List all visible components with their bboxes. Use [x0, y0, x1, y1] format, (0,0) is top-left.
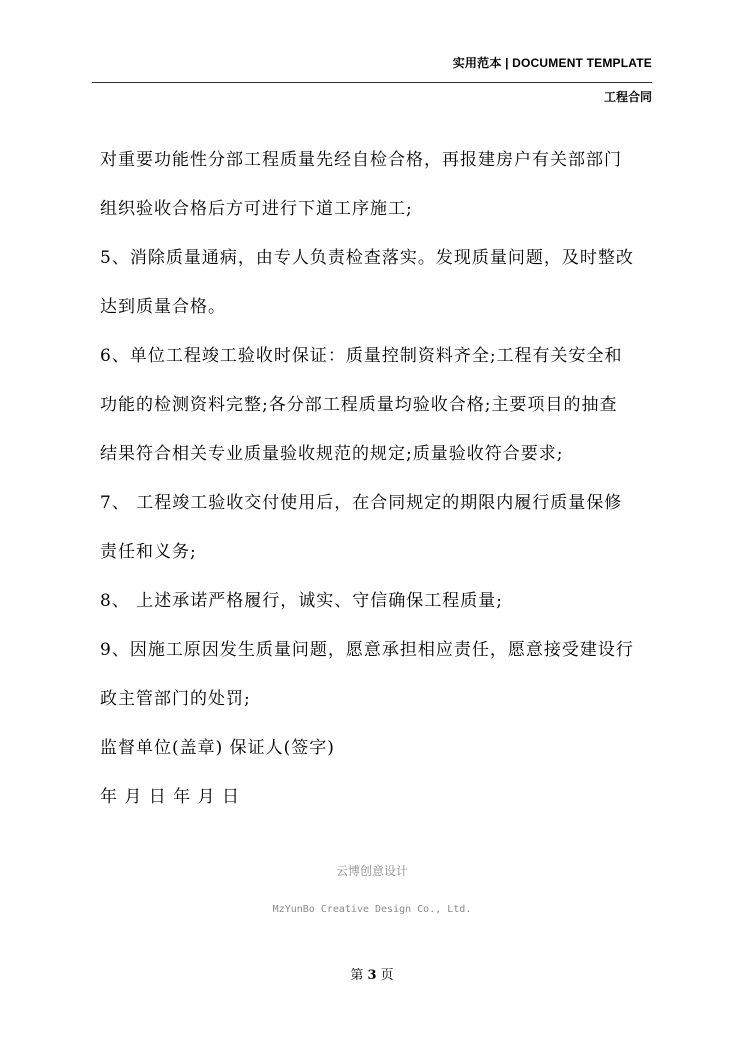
- body-line: 政主管部门的处罚;: [100, 689, 251, 709]
- body-line: 责任和义务;: [100, 542, 197, 562]
- body-line: 8、 上述承诺严格履行，诚实、守信确保工程质量;: [100, 591, 503, 611]
- page-number-value: 3: [367, 968, 377, 983]
- body-line: 9、因施工原因发生质量问题，愿意承担相应责任，愿意接受建设行: [100, 640, 634, 660]
- document-body: [100, 136, 660, 822]
- header-subtitle: 工程合同: [603, 90, 652, 104]
- body-line: 5、消除质量通病，由专人负责检查落实。发现质量问题，及时整改: [100, 248, 634, 268]
- signature-line: 监督单位(盖章) 保证人(签字): [100, 738, 335, 758]
- page-prefix: 第: [350, 968, 364, 983]
- footer-company-cn: 云博创意设计: [335, 864, 408, 878]
- date-line: 年 月 日 年 月 日: [100, 787, 241, 807]
- header-divider: [92, 82, 652, 83]
- header-title: 实用范本 | DOCUMENT TEMPLATE: [452, 56, 652, 70]
- page-number: [0, 964, 744, 983]
- body-line: 6、单位工程竣工验收时保证：质量控制资料齐全;工程有关安全和: [100, 346, 623, 366]
- body-line: 达到质量合格。: [100, 297, 226, 317]
- page-suffix: 页: [380, 968, 394, 983]
- body-line: 对重要功能性分部工程质量先经自检合格，再报建房户有关部部门: [100, 150, 622, 170]
- body-line: 结果符合相关专业质量验收规范的规定;质量验收符合要求;: [100, 444, 564, 464]
- body-line: 7、 工程竣工验收交付使用后，在合同规定的期限内履行质量保修: [100, 493, 623, 513]
- footer-company-en: MzYunBo Creative Design Co., Ltd.: [272, 904, 472, 915]
- body-line: 组织验收合格后方可进行下道工序施工;: [100, 199, 413, 219]
- body-line: 功能的检测资料完整;各分部工程质量均验收合格;主要项目的抽查: [100, 395, 618, 415]
